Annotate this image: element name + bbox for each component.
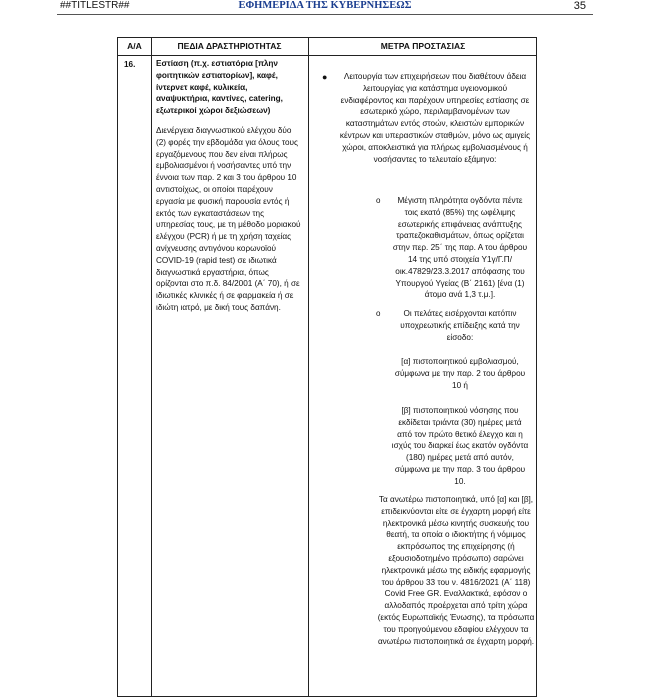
header-divider — [57, 14, 593, 15]
sub-bullet-icon: o — [376, 196, 381, 205]
bullet-icon: ● — [322, 72, 328, 82]
column-divider-2 — [308, 38, 309, 696]
measures-intro: Λειτουργία των επιχειρήσεων που διαθέτουν άδεια λειτουργίας για κατάστημα υγειονομικού ενδιαφέροντος και παρέχουν υπηρεσίες εστίασης σε εσωτερικό χώρο, περιλαμβανομένων των καταστημάτων εντός στοών, κλειστών εμπορικών κέντρων και υπεραστικών σταθμών, μόνο ως αμιγείς χώροι, αποκλειστικά για πλήρως εμβολιασμένους ή νοσήσαντες το τελευταίο εξάμηνο: — [339, 72, 531, 164]
activity-title: Εστίαση (π.χ. εστιατόρια [πλην φοιτητικών εστιατορίων], καφέ, ίντερνετ καφέ, κυλικεία, αναψυκτήρια, καντίνες, catering, εξωτερικοί χώροι δεξιώσεων) — [156, 59, 283, 116]
header-row-divider — [118, 55, 536, 56]
column-divider-1 — [151, 38, 152, 696]
column-header-number: Α/Α — [127, 41, 142, 51]
row-number: 16. — [124, 60, 136, 69]
column-header-measures: ΜΕΤΡΑ ΠΡΟΣΤΑΣΙΑΣ — [380, 41, 466, 51]
page-number: 35 — [573, 0, 586, 12]
page-header — [0, 0, 650, 16]
activity-cell — [156, 58, 302, 314]
measures-table — [117, 37, 537, 697]
measure-closing: Τα ανωτέρω πιστοποιητικά, υπό [α] και [β], επιδεικνύονται είτε σε έγχαρτη μορφή είτε ηλεκτρονικά μέσω κινητής συσκευής του θεατή, τα οποία ο ιδιοκτήτης ή νόμιμος εκπρόσωπος της επιχείρησης (ή εξουσιοδοτημένο πρόσωπο) σαρώνει ηλεκτρονικά μέσω της ειδικής εφαρμογής του άρθρου 33 του ν. 4816/2021 (Α΄ 118) Covid Free GR. Εναλλακτικά, εφόσον ο αλλοδαπός προέρχεται από τρίτη χώρα (εκτός Ευρωπαϊκής Ένωσης), τα πρόσωπα του προηγούμενου εδαφίου ελέγχουν τα ανωτέρω πιστοποιητικά σε έγχαρτη μορφή. — [377, 495, 535, 646]
measure-entry: Οι πελάτες εισέρχονται κατόπιν υποχρεωτικής επίδειξης κατά την είσοδο: — [400, 309, 520, 342]
sub-bullet-icon: o — [376, 309, 381, 318]
measure-item-b: [β] πιστοποιητικού νόσησης που εκδίδεται τριάντα (30) ημέρες μετά από τον πρώτο θετικό έλεγχο και η ισχύς του διαρκεί έως εκατόν ογδόντα (180) ημέρες μετά από αυτόν, σύμφωνα με την παρ. 3 του άρθρου 10. — [391, 406, 529, 486]
header-title-placeholder: ##TITLESTR## — [60, 0, 130, 11]
gazette-title: ΕΦΗΜΕΡΙΔΑ ΤΗΣ ΚΥΒΕΡΝΗΣΕΩΣ — [238, 0, 412, 11]
measure-capacity: Μέγιστη πληρότητα ογδόντα πέντε τοις εκατό (85%) της ωφέλιμης εσωτερικής επιφάνειας ανάπτυξης τραπεζοκαθισμάτων, όπως ορίζεται στην περ. 25΄ της παρ. Α του άρθρου 14 της υπό στοιχεία Υ1γ/Γ.Π/οικ.47829/23.3.2017 απόφασης του Υπουργού Υγείας (Β΄ 2161) [ένα (1) άτομο ανά 1,3 τ.μ.]. — [392, 196, 528, 300]
activity-text: Διενέργεια διαγνωστικού ελέγχου δύο (2) φορές την εβδομάδα για όλους τους εργαζόμενους που δεν είναι πλήρως εμβολιασμένοι ή νοσήσαντες υπό την έννοια των παρ. 2 και 3 του άρθρου 10 αντιστοίχως, οι οποίοι παρέχουν εργασία με φυσική παρουσία εντός ή εκτός των εγκαταστάσεων της υπηρεσίας τους, με τη μέθοδο μοριακού ελέγχου (PCR) ή με τη χρήση ταχείας ανίχνευσης αντιγόνου κορωνοϊού COVID-19 (rapid test) σε ιδιωτικά διαγνωστικά εργαστήρια, όπως ορίζονται στο π.δ. 84/2001 (Α΄ 70), ή σε ιδιωτικές κλινικές ή σε φαρμακεία ή σε ιδιώτη ιατρό, με δική τους δαπάνη. — [156, 125, 301, 312]
column-header-activity: ΠΕΔΙΑ ΔΡΑΣΤΗΡΙΟΤΗΤΑΣ — [177, 41, 282, 51]
measure-item-a: [α] πιστοποιητικού εμβολιασμού, σύμφωνα με την παρ. 2 του άρθρου 10 ή — [394, 357, 526, 390]
